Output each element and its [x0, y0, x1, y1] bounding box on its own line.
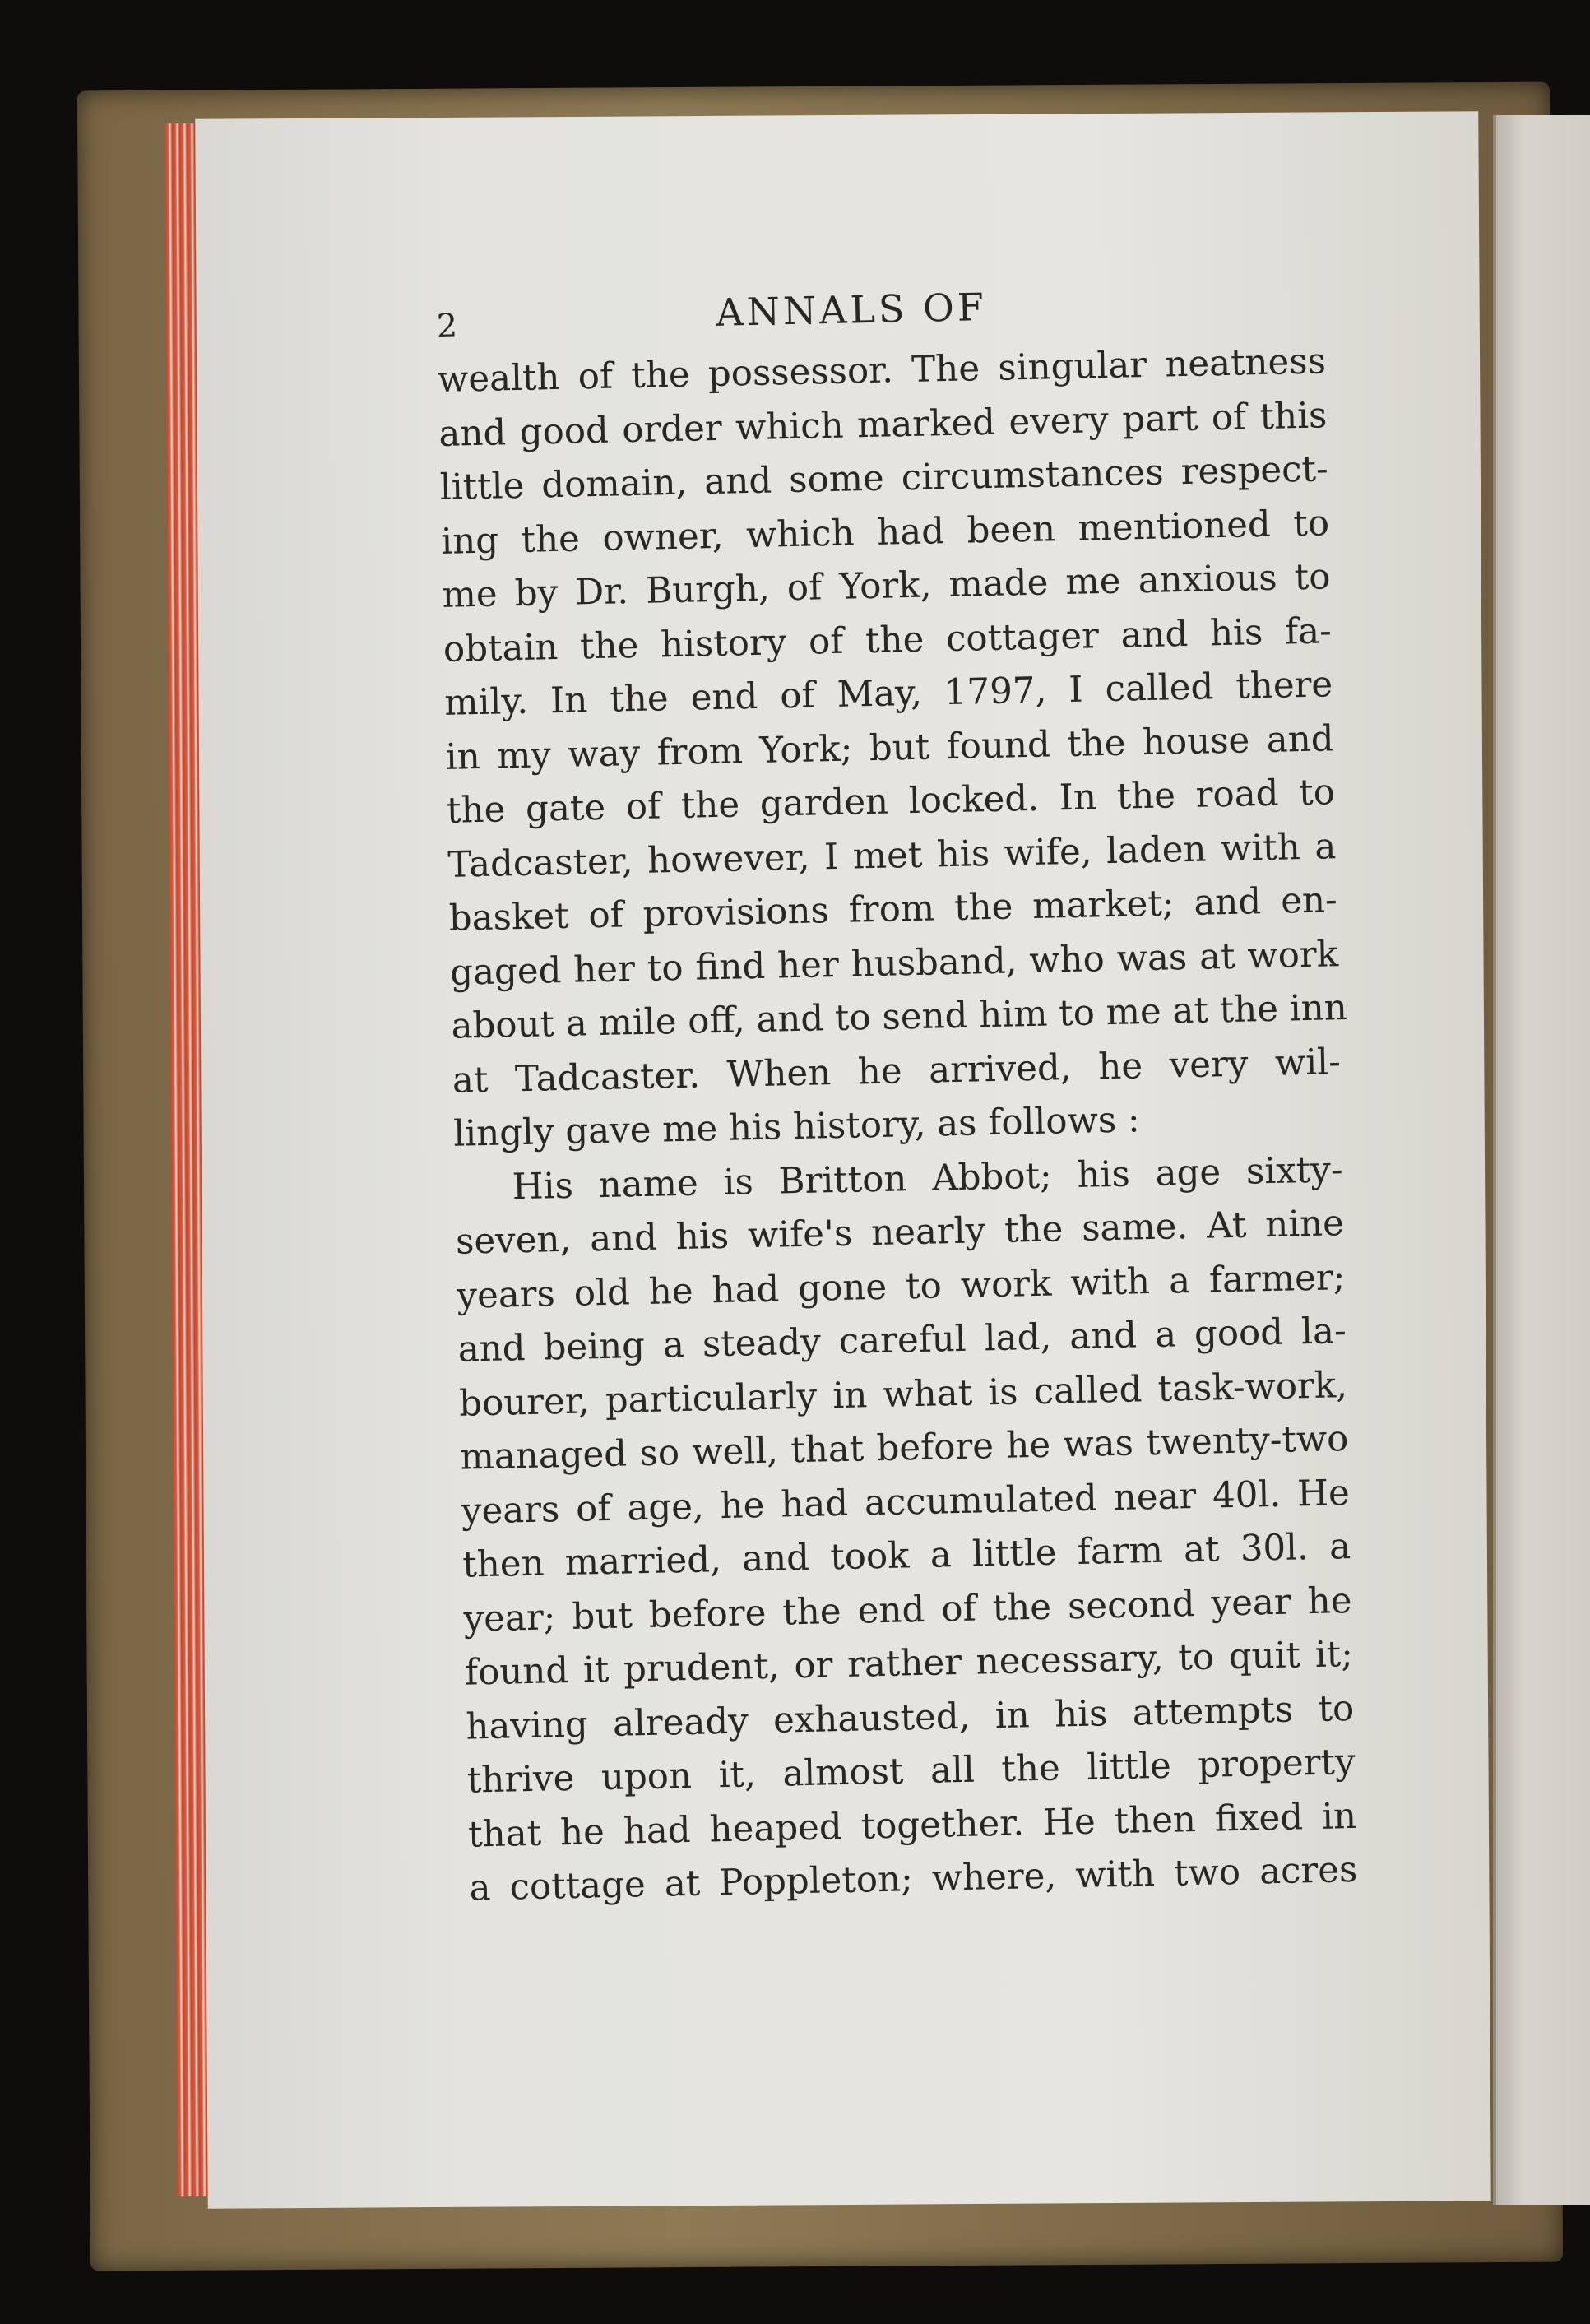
- text-line: wealth of the possessor. The singular neatness: [437, 341, 1327, 401]
- paragraph-2: [454, 1143, 1358, 1916]
- text-line: years of age, he had accumulated near 40l. He: [461, 1472, 1351, 1533]
- text-line: bourer, particularly in what is called task-work,: [458, 1364, 1348, 1425]
- text-line: then married, and took a little farm at 30l. a: [461, 1526, 1351, 1586]
- text-line: managed so well, that before he was twenty-two: [460, 1418, 1349, 1478]
- text-line: that he had heaped together. He then fixed in: [467, 1795, 1357, 1856]
- paragraph-1: [437, 335, 1348, 1162]
- text-line: Tadcaster, however, I met his wife, laden with a: [447, 825, 1337, 886]
- text-line: years old he had gone to work with a farmer;: [456, 1256, 1346, 1317]
- text-line: a cottage at Poppleton; where, with two acres: [469, 1849, 1358, 1909]
- facing-page-edge: [1493, 115, 1590, 2205]
- text-line: ing the owner, which had been mentioned to: [440, 502, 1330, 563]
- text-line: and good order which marked every part of this: [438, 394, 1328, 455]
- page-number: 2: [436, 307, 458, 346]
- running-head: ANNALS OF: [715, 284, 988, 335]
- text-line: mily. In the end of May, 1797, I called there: [443, 664, 1333, 724]
- text-line: little domain, and some circumstances respect-: [439, 448, 1329, 508]
- text-line: year; but before the end of the second year he: [463, 1579, 1352, 1640]
- text-line: His name is Britton Abbot; his age sixty-: [512, 1148, 1343, 1208]
- text-line: me by Dr. Burgh, of York, made me anxious to: [442, 556, 1331, 616]
- text-line: in my way from York; but found the house and: [445, 717, 1335, 778]
- page-content: [436, 277, 1358, 1916]
- text-line: having already exhausted, in his attempts to: [465, 1687, 1355, 1748]
- text-line: thrive upon it, almost all the little property: [466, 1741, 1356, 1802]
- text-line: found it prudent, or rather necessary, to quit it;: [464, 1634, 1354, 1694]
- text-line: gaged her to find her husband, who was at work: [449, 933, 1339, 994]
- text-line: lingly gave me his history, as follows :: [452, 1099, 1141, 1155]
- text-line: obtain the history of the cottager and his fa-: [443, 610, 1333, 670]
- text-line: seven, and his wife's nearly the same. At nine: [455, 1203, 1345, 1263]
- text-line: the gate of the garden locked. In the road to: [446, 772, 1336, 832]
- text-line: at Tadcaster. When he arrived, he very wil-: [452, 1041, 1342, 1102]
- text-line: about a mile off, and to send him to me at the inn: [451, 986, 1348, 1047]
- text-line: basket of provisions from the market; and en-: [448, 879, 1338, 939]
- text-line: and being a steady careful lad, and a good la-: [457, 1310, 1347, 1371]
